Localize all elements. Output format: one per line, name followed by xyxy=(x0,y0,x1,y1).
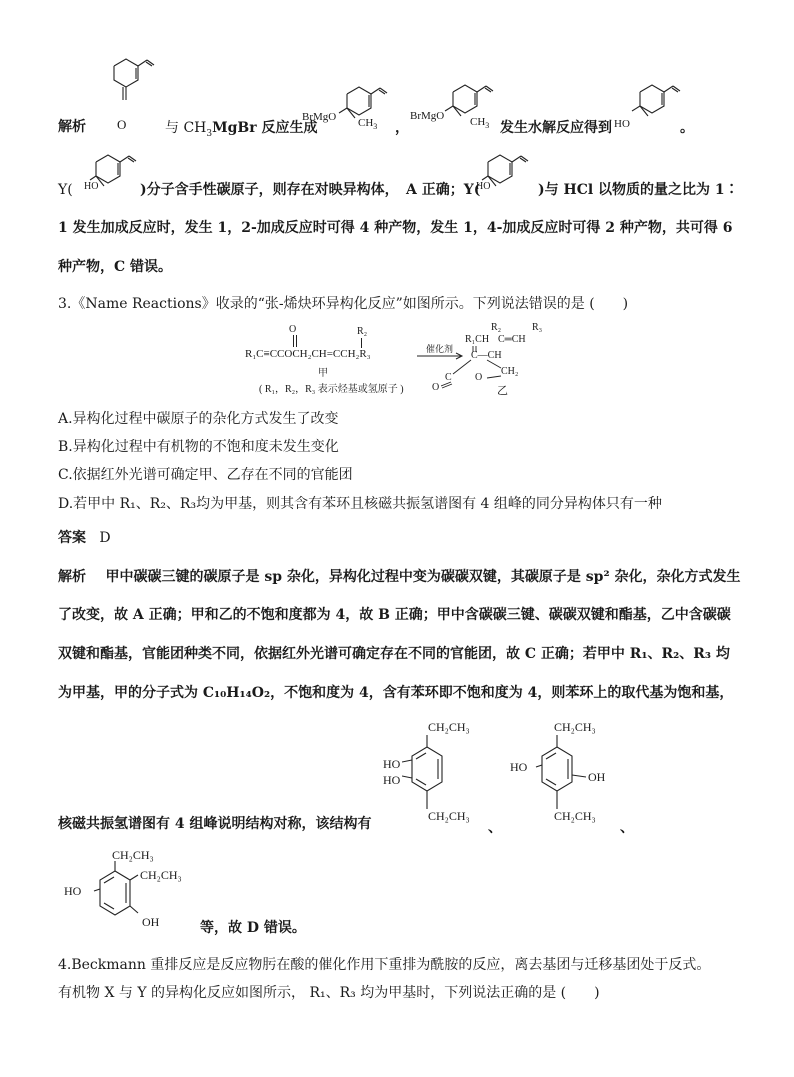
scheme-note: ( R₁，R₂，R₃ 表示烃基或氢原子 ) xyxy=(259,384,404,395)
separator-2: 、 xyxy=(620,820,634,836)
isomer-structure-1: CH₂CH₃ HO HO CH₂CH₃ xyxy=(383,720,470,823)
q3-analysis-3: 双键和酯基，官能团种类不同，依据红外光谱可确定存在不同的官能团，故 C 正确；若甲中 R₁、R₂、R₃ 均 xyxy=(58,646,730,662)
benzene-ring-2 xyxy=(532,735,592,811)
p1-text-1: 与 $CH_3MgBr$ 反应生成 xyxy=(165,120,318,139)
scheme-reactant: R₁C≡CCOCH₂CH=CCH₂R₃ xyxy=(245,348,371,360)
q4-line-2: 有机物 X 与 Y 的异构化反应如图所示， R₁、R₃ 均为甲基时，下列说法正确的是 ( ) xyxy=(58,985,600,1001)
scheme-c: C xyxy=(445,372,452,383)
scheme-o3: O xyxy=(432,382,440,393)
cyclohexenone-structure xyxy=(100,58,160,138)
q3-option-a: A.异构化过程中碳原子的杂化方式发生了改变 xyxy=(58,411,339,427)
q3-analysis-4: 为甲基，甲的分子式为 C₁₀H₁₄O₂，不饱和度为 4，含有苯环即不饱和度为 4，则苯环上的取代基为饱和基， xyxy=(58,685,734,701)
scheme-r2b: R₂ xyxy=(491,322,502,333)
isomer-structure-3: CH₂CH₃ CH₂CH₃ HO OH xyxy=(64,848,182,929)
ch3-label-2: $CH_3$ xyxy=(470,116,490,131)
p1-end: 。 xyxy=(680,120,694,136)
scheme-r2: R₂ xyxy=(357,326,368,337)
isomer-structure-2: CH₂CH₃ HO OH CH₂CH₃ xyxy=(510,720,606,823)
ch3-label-1: $CH_3$ xyxy=(358,117,378,132)
reaction-scheme xyxy=(245,322,575,402)
scheme-ch2: CH₂ xyxy=(501,366,519,377)
benzene-ring-1 xyxy=(402,735,452,811)
ho-label-y2: HO xyxy=(476,181,491,192)
ho-label-y1: HO xyxy=(84,181,99,192)
brmgo-label-1: BrMgO xyxy=(302,111,337,123)
separator-1: 、 xyxy=(488,820,502,836)
carbonyl-o-label: O xyxy=(117,117,127,132)
p2-text-2: A 正确；Y( xyxy=(406,182,481,198)
scheme-o: O xyxy=(289,324,297,335)
scheme-o2: O xyxy=(475,372,483,383)
q3-answer: 答案 D xyxy=(58,530,111,546)
scheme-jia: 甲 xyxy=(318,368,328,379)
q3-stem: 3.《Name Reactions》收录的“张-烯炔环异构化反应”如图所示。下列说法错误的是 ( ) xyxy=(58,296,629,312)
p2-text-3: )与 HCl 以物质的量之比为 1∶ xyxy=(538,182,739,198)
scheme-catalyst: 催化剂 xyxy=(426,344,454,354)
p2-y1: Y( xyxy=(58,182,73,198)
p1-text-2: 发生水解反应得到 xyxy=(500,120,612,136)
scheme-r3: R₃ xyxy=(532,322,543,333)
ho-label-1: HO xyxy=(614,118,630,130)
q3-option-d: D.若甲中 R₁、R₂、R₃均为甲基，则其含有苯环且核磁共振氢谱图有 4 组峰的同分异构体只有一种 xyxy=(58,496,662,512)
p2-text-1: )分子含手性碳原子，则存在对映异构体， xyxy=(140,182,399,198)
q3-analysis-6: 等，故 D 错误。 xyxy=(200,920,306,936)
comma-1: ， xyxy=(395,120,409,136)
q3-analysis-5: 核磁共振氢谱图有 4 组峰说明结构对称，该结构有 xyxy=(58,816,372,832)
scheme-r1ch: R₁CH xyxy=(465,334,490,345)
q4-line-1: 4.Beckmann 重排反应是反应物肟在酸的催化作用下重排为酰胺的反应，离去基团与迁移基团处于反式。 xyxy=(58,957,711,973)
scheme-cech: C═CH xyxy=(498,334,526,345)
q3-analysis-1: 解析 甲中碳碳三键的碳原子是 sp 杂化，异构化过程中变为碳碳双键，其碳原子是 sp² 杂化，杂化方式发生 xyxy=(58,569,741,585)
scheme-yi: 乙 xyxy=(497,385,508,397)
benzene-ring-3 xyxy=(90,861,150,931)
analysis-label: 解析 xyxy=(58,119,86,135)
q3-analysis-2: 了改变，故 A 正确；甲和乙的不饱和度都为 4，故 B 正确；甲中含碳碳三键、碳碳双键和酯基，乙中含碳碳 xyxy=(58,607,731,623)
q3-option-b: B.异构化过程中有机物的不饱和度未发生变化 xyxy=(58,439,339,455)
brmgo-label-2: BrMgO xyxy=(410,110,445,122)
product-ring-bonds xyxy=(441,342,521,392)
p2-line-2: 1 发生加成反应时，发生 1，2-加成反应时可得 4 种产物，发生 1，4-加成反应时可得 2 种产物，共可得 6 xyxy=(58,220,733,236)
q3-option-c: C.依据红外光谱可确定甲、乙存在不同的官能团 xyxy=(58,467,353,483)
scheme-cch: C—CH xyxy=(471,350,502,361)
p2-line-3: 种产物，C 错误。 xyxy=(58,259,173,275)
